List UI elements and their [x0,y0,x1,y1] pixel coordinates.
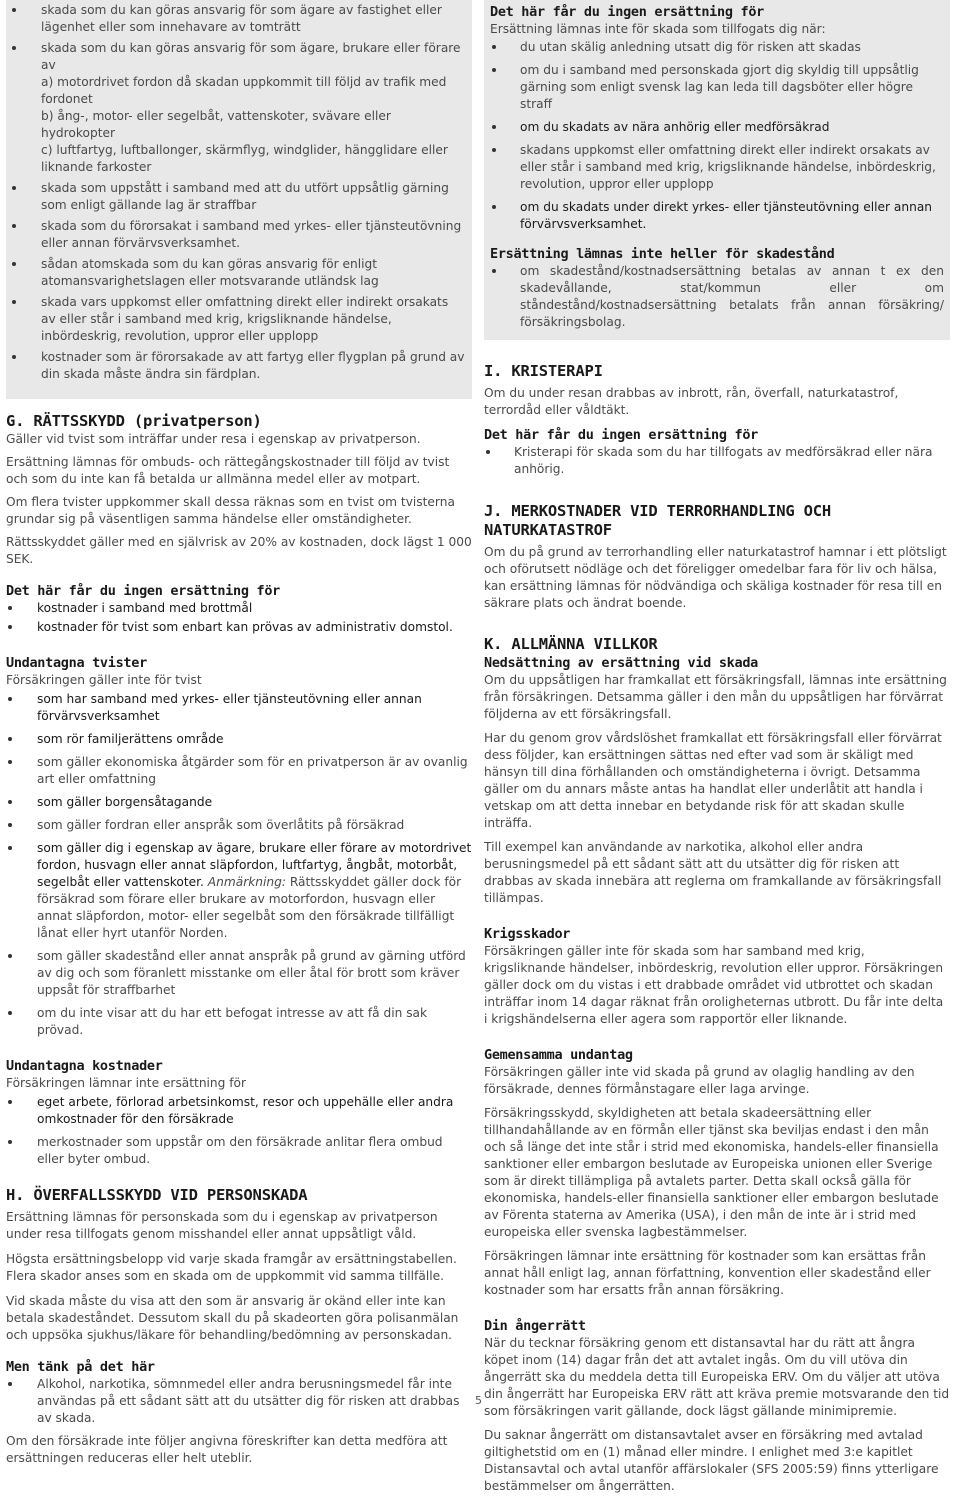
list-item: skada som du kan göras ansvarig för som ägare, brukare eller förare av [10,40,466,74]
section-k-paragraph: Försäkringen gäller inte vid skada på grund av olaglig handling av den försäkrade, dennes förmånstagare eller laga arvinge. [484,1065,915,1096]
list-item: om du skadats under direkt yrkes- eller tjänsteutövning eller annan förvärvsverksamhet. [490,199,944,233]
list-item: skada vars uppkomst eller omfattning direkt eller indirekt orsakats av eller står i samband med krig, krigsliknande händelse, inbördeskrig, revolution, uppror eller upplopp [10,294,466,345]
excluded-disputes-heading: Undantagna tvister [6,655,147,671]
list-item: som har samband med yrkes- eller tjänsteutövning eller annan förvärvsverksamhet [6,691,472,725]
note-text: Rättsskyddet gäller dock för försäkrad som förare eller brukare av motorfordon, husvagn eller annat släpfordon, motor- eller segelbåt som den försäkrade tillfälligt lånat eller hyrt utanför Norden. [37,875,462,940]
damages-heading: Ersättning lämnas inte heller för skadestånd [490,246,835,262]
no-compensation-heading: Det här får du ingen ersättning för [490,4,764,20]
section-j [484,502,950,612]
section-i-title: I. KRISTERAPI [484,362,603,380]
list-item-sub: a) motordrivet fordon då skadan uppkommit till följd av trafik med fordonet [41,75,447,106]
list-item: om skadestånd/kostnadsersättning betalas av annan t ex den skadevållande, stat/kommun eller om ståndestånd/kostnadsersättning betalats från annan försäkring/ försäkringsbolag. [490,263,944,331]
remember-heading: Men tänk på det här [6,1359,155,1375]
excluded-costs-heading: Undantagna kostnader [6,1058,163,1074]
war-damages-heading: Krigsskador [484,926,571,942]
list-item: skada som du kan göras ansvarig för som ägare av fastighet eller lägenhet eller som innehavare av tomträtt [10,2,466,36]
list-item: om du inte visar att du har ett befogat intresse av att få din sak prövad. [6,1005,472,1039]
list-item: Kristerapi för skada som du har tillfogats av medförsäkrad eller nära anhörig. [484,444,950,478]
left-shaded-box [6,0,472,399]
list-item: eget arbete, förlorad arbetsinkomst, resor och uppehälle eller andra omkostnader för den försäkrade [6,1094,472,1128]
list-item [6,840,472,942]
section-h-paragraph: Om den försäkrade inte följer angivna föreskrifter kan detta medföra att ersättningen reduceras eller helt uteblir. [6,1434,448,1465]
section-g-paragraph: Om flera tvister uppkommer skall dessa räknas som en tvist om tvisterna grundar sig på väsentligen samma händelse eller omständigheter. [6,495,455,526]
page-number: 5 [475,1394,482,1407]
section-j-title: J. MERKOSTNADER VID TERRORHANDLING OCH NATURKATASTROF [484,502,832,539]
liability-exclusions-list [10,2,466,383]
list-item: skada som uppstått i samband med att du utfört uppsåtlig gärning som enligt gällande lag är straffbar [10,180,466,214]
excluded-disputes-list [6,691,472,1039]
section-k-paragraph: Du saknar ångerrätt om distansavtalet avser en försäkring med avtalad giltighetstid om en (1) månad eller mindre. I enlighet med 3:e kapitlet Distansavtal och avtal utanför affärslokaler (SFS 2005:59) finns ytterligare bestämmelser om ångerrätten. [484,1428,939,1493]
section-g-intro: Gäller vid tvist som inträffar under resa i egenskap av privatperson. [6,432,421,446]
section-h-title: H. ÖVERFALLSSKYDD VID PERSONSKADA [6,1186,308,1204]
no-compensation-heading: Det här får du ingen ersättning för [6,583,280,599]
section-k-paragraph: Försäkringen lämnar inte ersättning för kostnader som kan ersättas från annat håll enligt lag, annan författning, konvention eller skadestånd eller kostnader som har ersatts från annan försäkring. [484,1249,931,1297]
section-k [484,635,950,1495]
reduction-heading: Nedsättning av ersättning vid skada [484,655,758,671]
list-item: som gäller borgensåtagande [6,794,472,811]
list-item: kostnader i samband med brottmål [6,600,472,617]
remember-list [6,1376,472,1427]
list-item: Alkohol, narkotika, sömnmedel eller andra berusningsmedel får inte användas på ett sådant sätt att du utsätter dig för risken att drabbas av skada. [6,1376,472,1427]
list-item: sådan atomskada som du kan göras ansvarig för enligt atomansvarighetslagen eller motsvarande utländsk lag [10,256,466,290]
right-shaded-box [484,0,950,340]
right-of-withdrawal-heading: Din ångerrätt [484,1318,586,1334]
no-compensation-list [490,39,944,233]
list-item: merkostnader som uppstår om den försäkrade anlitar flera ombud eller byter ombud. [6,1134,472,1168]
list-item: skada som du förorsakat i samband med yrkes- eller tjänsteutövning eller annan förvärvsverksamhet. [10,218,466,252]
section-i-list [484,444,950,478]
section-j-paragraph: Om du på grund av terrorhandling eller naturkatastrof hamnar i ett plötsligt och oförutsett nödläge och det föreligger omedelbar fara för liv och hälsa, kan ersättning lämnas för nödvändiga och skäliga kostnader för resa till en säkrare plats och ändrat boende. [484,545,947,610]
box-intro: Ersättning lämnas inte för skada som tillfogats dig när: [490,22,826,36]
section-i-paragraph: Om du under resan drabbas av inbrott, rån, överfall, naturkatastrof, terrordåd eller våldtäkt. [484,386,899,417]
section-k-paragraph: Om du uppsåtligen har framkallat ett försäkringsfall, lämnas inte ersättning från försäkringen. Detsamma gäller i den mån du uppsåtligen har förvärrat följderna av ett försäkringsfall. [484,673,947,721]
section-g-title: G. RÄTTSSKYDD (privatperson) [6,412,262,430]
list-item: kostnader för tvist som enbart kan prövas av administrativ domstol. [6,619,472,636]
section-k-paragraph: Försäkringen gäller inte för skada som har samband med krig, krigsliknande händelser, inbördeskrig, revolution eller uppror. Försäkringen gäller dock om du vistas i ett drabbade området vid utbrottet och skadan inträffar inom 14 dagar räknat från oroligheternas utbrott. Du får inte delta i krigshändelserna eller agera som rapportör eller liknande. [484,944,944,1026]
list-item: skadans uppkomst eller omfattning direkt eller indirekt orsakats av eller står i samband med krig, krigsliknande händelse, inbördeskrig, revolution, uppror eller upplopp [490,142,944,193]
owner-exclusion-text: som gäller dig i egenskap av ägare, brukare eller förare av motordrivet fordon, husvagn eller annat släpfordon, luftfartyg, ångbåt, motorbåt, segelbåt eller vattenskoter. [37,841,472,889]
list-item: om du i samband med personskada gjort dig skyldig till uppsåtlig gärning som enligt svensk lag kan leda till dagsböter eller högre straff [490,62,944,113]
section-i-subheading: Det här får du ingen ersättning för [484,427,758,443]
section-k-paragraph: Försäkringsskydd, skyldigheten att betala skadeersättning eller tillhandahållande av en förmån eller tjänst ska beviljas endast i den mån och så länge det inte står i strid med ekonomiska, handels-eller finansiella sanktioner eller embargon beslutade av Europeiska unionen eller Sverige som är direkt tillämpliga på avtalets parter. Detta skall också gälla för ekonomiska, handels-eller finansiella sanktioner eller embargon beslutade av Förenta staterna av Amerika (USA), i den mån de inte är i strid med europeiska eller svenska lagbestämmelser. [484,1106,939,1239]
section-i [484,362,950,478]
section-k-paragraph: Har du genom grov vårdslöshet framkallat ett försäkringsfall eller förvärrat dess följder, kan ersättningen sättas ned efter vad som är skäligt med hänsyn till dina förhållanden och omständigheterna i övrigt. Detsamma gäller om du annars måste antas ha handlat eller underlåtit att handla i vetskap om att detta innebar en betydande risk för att skadan skulle inträffa. [484,731,942,830]
damages-list [490,263,944,331]
list-item: som gäller fordran eller anspråk som överlåtits på försäkrad [6,817,472,834]
no-compensation-list [6,600,472,636]
section-h [6,1186,472,1467]
section-k-paragraph: Till exempel kan användande av narkotika, alkohol eller andra berusningsmedel på ett sådant sätt att du utsätter dig för risken att drabbas av skada innebära att reglerna om framkallande av försäkringsfall tillämpas. [484,840,942,905]
list-item: om du skadats av nära anhörig eller medförsäkrad [490,119,944,136]
common-exclusions-heading: Gemensamma undantag [484,1047,633,1063]
section-k-title: K. ALLMÄNNA VILLKOR [484,635,658,653]
section-k-paragraph: När du tecknar försäkring genom ett distansavtal har du rätt att ångra köpet inom (14) dagar från det att avtalet ingås. Om du vill utöva din ångerrätt ska du meddela detta till Europeiska ERV. Om du väljer att utöva din ångerrätt har Europeiska ERV rätt att kräva premie motsvarande den tid som försäkringen varit gällande, dock lägst gällande minimipremie. [484,1336,950,1418]
section-h-paragraph: Vid skada måste du visa att den som är ansvarig är okänd eller inte kan betala skadeståndet. Dessutom skall du på skadeorten göra polisanmälan och uppsöka sjukhus/läkare för behandling/bedömning av personskadan. [6,1294,459,1342]
excluded-disputes-intro: Försäkringen gäller inte för tvist [6,673,202,687]
section-h-paragraph: Ersättning lämnas för personskada som du i egenskap av privatperson under resa tillfogats genom misshandel eller annat uppsåtligt våld. [6,1210,438,1241]
list-item-sub: c) luftfartyg, luftballonger, skärmflyg, windglider, hängglidare eller liknande farkoster [41,143,448,174]
section-h-paragraph: Högsta ersättningsbelopp vid varje skada framgår av ersättningstabellen. Flera skador anses som en skada om de uppkommit vid samma tillfälle. [6,1252,457,1283]
excluded-costs-list [6,1094,472,1168]
section-g-paragraph: Ersättning lämnas för ombuds- och rättegångskostnader till följd av tvist och som du inte kan få betalda ur allmänna medel eller av motpart. [6,455,450,486]
note-label: Anmärkning: [207,875,286,889]
list-item: som rör familjerättens område [6,731,472,748]
section-g-paragraph: Rättsskyddet gäller med en självrisk av 20% av kostnaden, dock lägst 1 000 SEK. [6,535,472,566]
section-g [6,412,472,1168]
left-column [6,0,472,1478]
right-column [484,0,950,1506]
list-item-sub: b) ång-, motor- eller segelbåt, vattenskoter, svävare eller hydrokopter [41,109,391,140]
list-item: som gäller ekonomiska åtgärder som för en privatperson är av ovanlig art eller omfattning [6,754,472,788]
excluded-costs-intro: Försäkringen lämnar inte ersättning för [6,1076,247,1090]
list-item: kostnader som är förorsakade av att fartyg eller flygplan på grund av din skada måste ändra sin färdplan. [10,349,466,383]
list-item: du utan skälig anledning utsatt dig för risken att skadas [490,39,944,56]
list-item: som gäller skadestånd eller annat anspråk på grund av gärning utförd av dig och som föranlett misstanke om eller åtal för brott som kräver uppsåt för straffbarhet [6,948,472,999]
